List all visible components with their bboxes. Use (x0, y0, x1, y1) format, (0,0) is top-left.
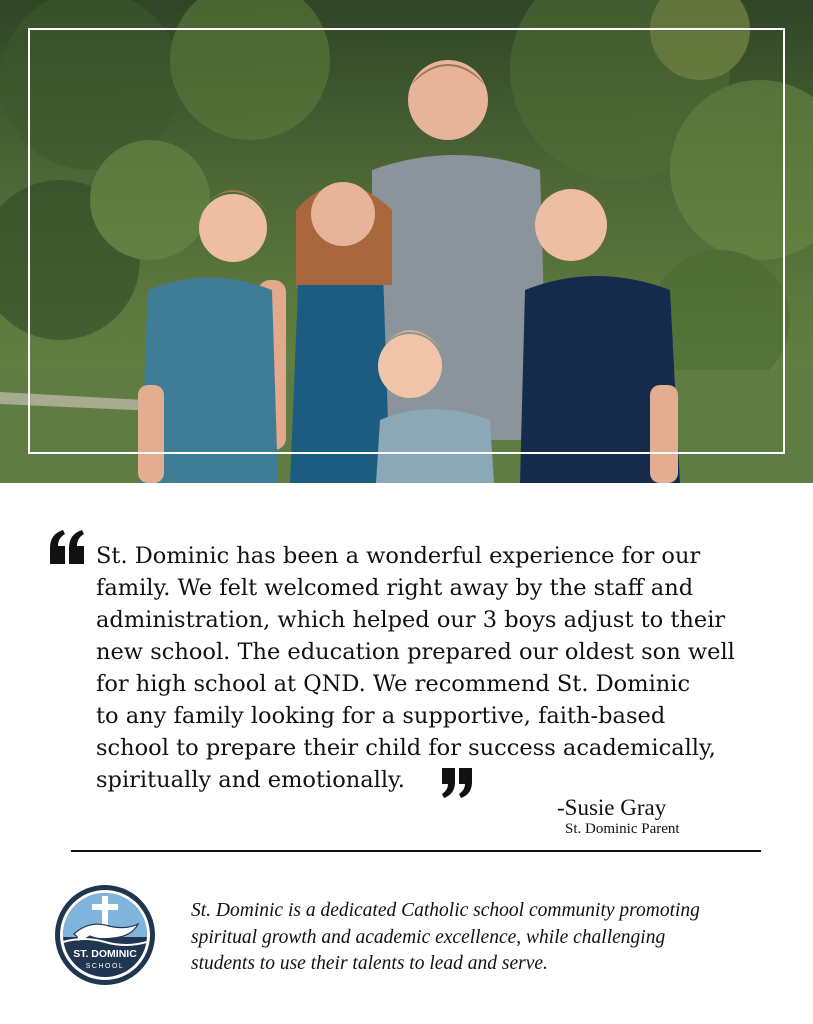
quote-line: administration, which helped our 3 boys adjust to their (96, 607, 726, 633)
section-divider (71, 850, 761, 852)
close-quote-icon (440, 768, 474, 798)
quote-author-role: St. Dominic Parent (565, 821, 680, 837)
mission-line: St. Dominic is a dedicated Catholic school community promoting (191, 900, 700, 921)
testimonial-quote (96, 540, 786, 796)
open-quote-icon (48, 530, 86, 564)
logo-text-sub: SCHOOL (85, 963, 125, 970)
quote-line: for high school at QND. We recommend St. Dominic (96, 671, 691, 697)
mission-line: students to use their talents to lead and serve. (191, 953, 548, 974)
quote-author: -Susie Gray (557, 795, 667, 820)
mission-line: spiritual growth and academic excellence, while challenging (191, 926, 666, 948)
photo-frame-border (28, 28, 785, 454)
quote-line: new school. The education prepared our oldest son well (96, 639, 735, 665)
st-dominic-logo (54, 884, 156, 986)
family-photo (0, 0, 813, 483)
quote-line: spiritually and emotionally. (96, 767, 405, 793)
quote-line: family. We felt welcomed right away by the staff and (96, 575, 694, 601)
quote-line: St. Dominic has been a wonderful experience for our (96, 543, 701, 569)
quote-line: school to prepare their child for success academically, (96, 735, 716, 761)
quote-line: to any family looking for a supportive, faith-based (96, 703, 666, 729)
mission-statement (191, 898, 791, 978)
logo-text-main: ST. DOMINIC (73, 948, 137, 960)
